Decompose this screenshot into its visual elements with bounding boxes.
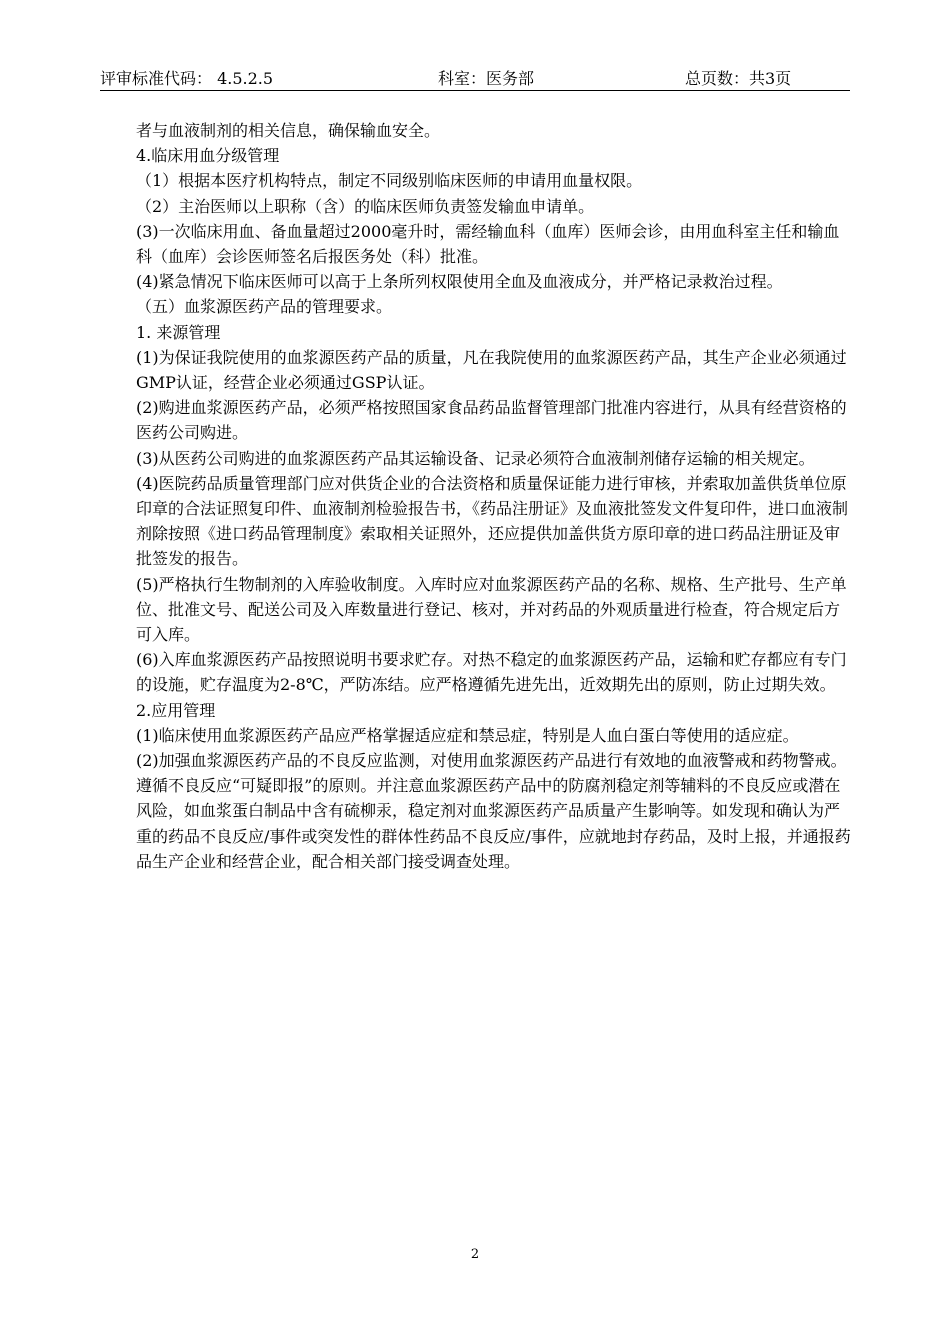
page-header [100,64,850,91]
paragraph: (1)临床使用血浆源医药产品应严格掌握适应症和禁忌症，特别是人血白蛋白等使用的适应症。 [136,725,799,745]
paragraph: (3)从医药公司购进的血浆源医药产品其运输设备、记录必须符合血液制剂储存运输的相关规定。 [136,448,815,468]
paragraph: (4)紧急情况下临床医师可以高于上条所列权限使用全血及血液成分，并严格记录救治过程。 [136,272,783,292]
paragraph: (3)一次临床用血、备血量超过2000毫升时，需经输血科（血库）医师会诊，由用血科室主任和输血科（血库）会诊医师签名后报医务处（科）批准。 [136,221,840,267]
paragraph: (1)为保证我院使用的血浆源医药产品的质量，凡在我院使用的血浆源医药产品，其生产企业必须通过GMP认证，经营企业必须通过GSP认证。 [136,347,847,393]
paragraph: (2)购进血浆源医药产品，必须严格按照国家食品药品监督管理部门批准内容进行，从具有经营资格的医药公司购进。 [136,398,847,443]
section-heading: 1. 来源管理 [136,322,221,342]
paragraph: （1）根据本医疗机构特点，制定不同级别临床医师的申请用血量权限。 [136,171,643,191]
paragraph: (2)加强血浆源医药产品的不良反应监测，对使用血浆源医药产品进行有效地的血液警戒和药物警戒。遵循不良反应“可疑即报”的原则。并注意血浆源医药产品中的防腐剂稳定剂等辅料的不良反应或潜在风险，如血浆蛋白制品中含有硫柳汞，稳定剂对血浆源医药产品质量产生影响等。如发现和确认为严重的药品不良反应/事件或突发性的群体性药品不良反应/事件，应就地封存药品，及时上报，并通报药品生产企业和经营企业，配合相关部门接受调查处理。 [136,751,851,871]
page-number: 2 [470,1247,480,1262]
section-heading: （五）血浆源医药产品的管理要求。 [136,297,393,317]
section-heading: 2.应用管理 [136,700,216,720]
paragraph: (5)严格执行生物制剂的入库验收制度。入库时应对血浆源医药产品的名称、规格、生产批号、生产单位、批准文号、配送公司及入库数量进行登记、核对，并对药品的外观质量进行检查，符合规定后方可入库。 [136,574,847,645]
paragraph: （2）主治医师以上职称（含）的临床医师负责签发输血申请单。 [136,196,595,216]
section-heading: 4.临床用血分级管理 [136,146,280,166]
total-pages: 总页数：共3页 [685,69,792,88]
document-body [136,118,854,874]
department: 科室：医务部 [438,69,535,88]
paragraph: (6)入库血浆源医药产品按照说明书要求贮存。对热不稳定的血浆源医药产品，运输和贮存都应有专门的设施，贮存温度为2-8℃，严防冻结。应严格遵循先进先出，近效期先出的原则，防止过期失效。 [136,650,847,695]
paragraph: 者与血液制剂的相关信息，确保输血安全。 [136,121,441,140]
paragraph: (4)医院药品质量管理部门应对供货企业的合法资格和质量保证能力进行审核，并索取加盖供货单位原印章的合法证照复印件、血液制剂检验报告书，《药品注册证》及血液批签发文件复印件，进口血液制剂除按照《进口药品管理制度》索取相关证照外，还应提供加盖供货方原印章的进口药品注册证及审批签发的报告。 [136,473,849,569]
standard-code: 评审标准代码： 4.5.2.5 [100,69,274,88]
